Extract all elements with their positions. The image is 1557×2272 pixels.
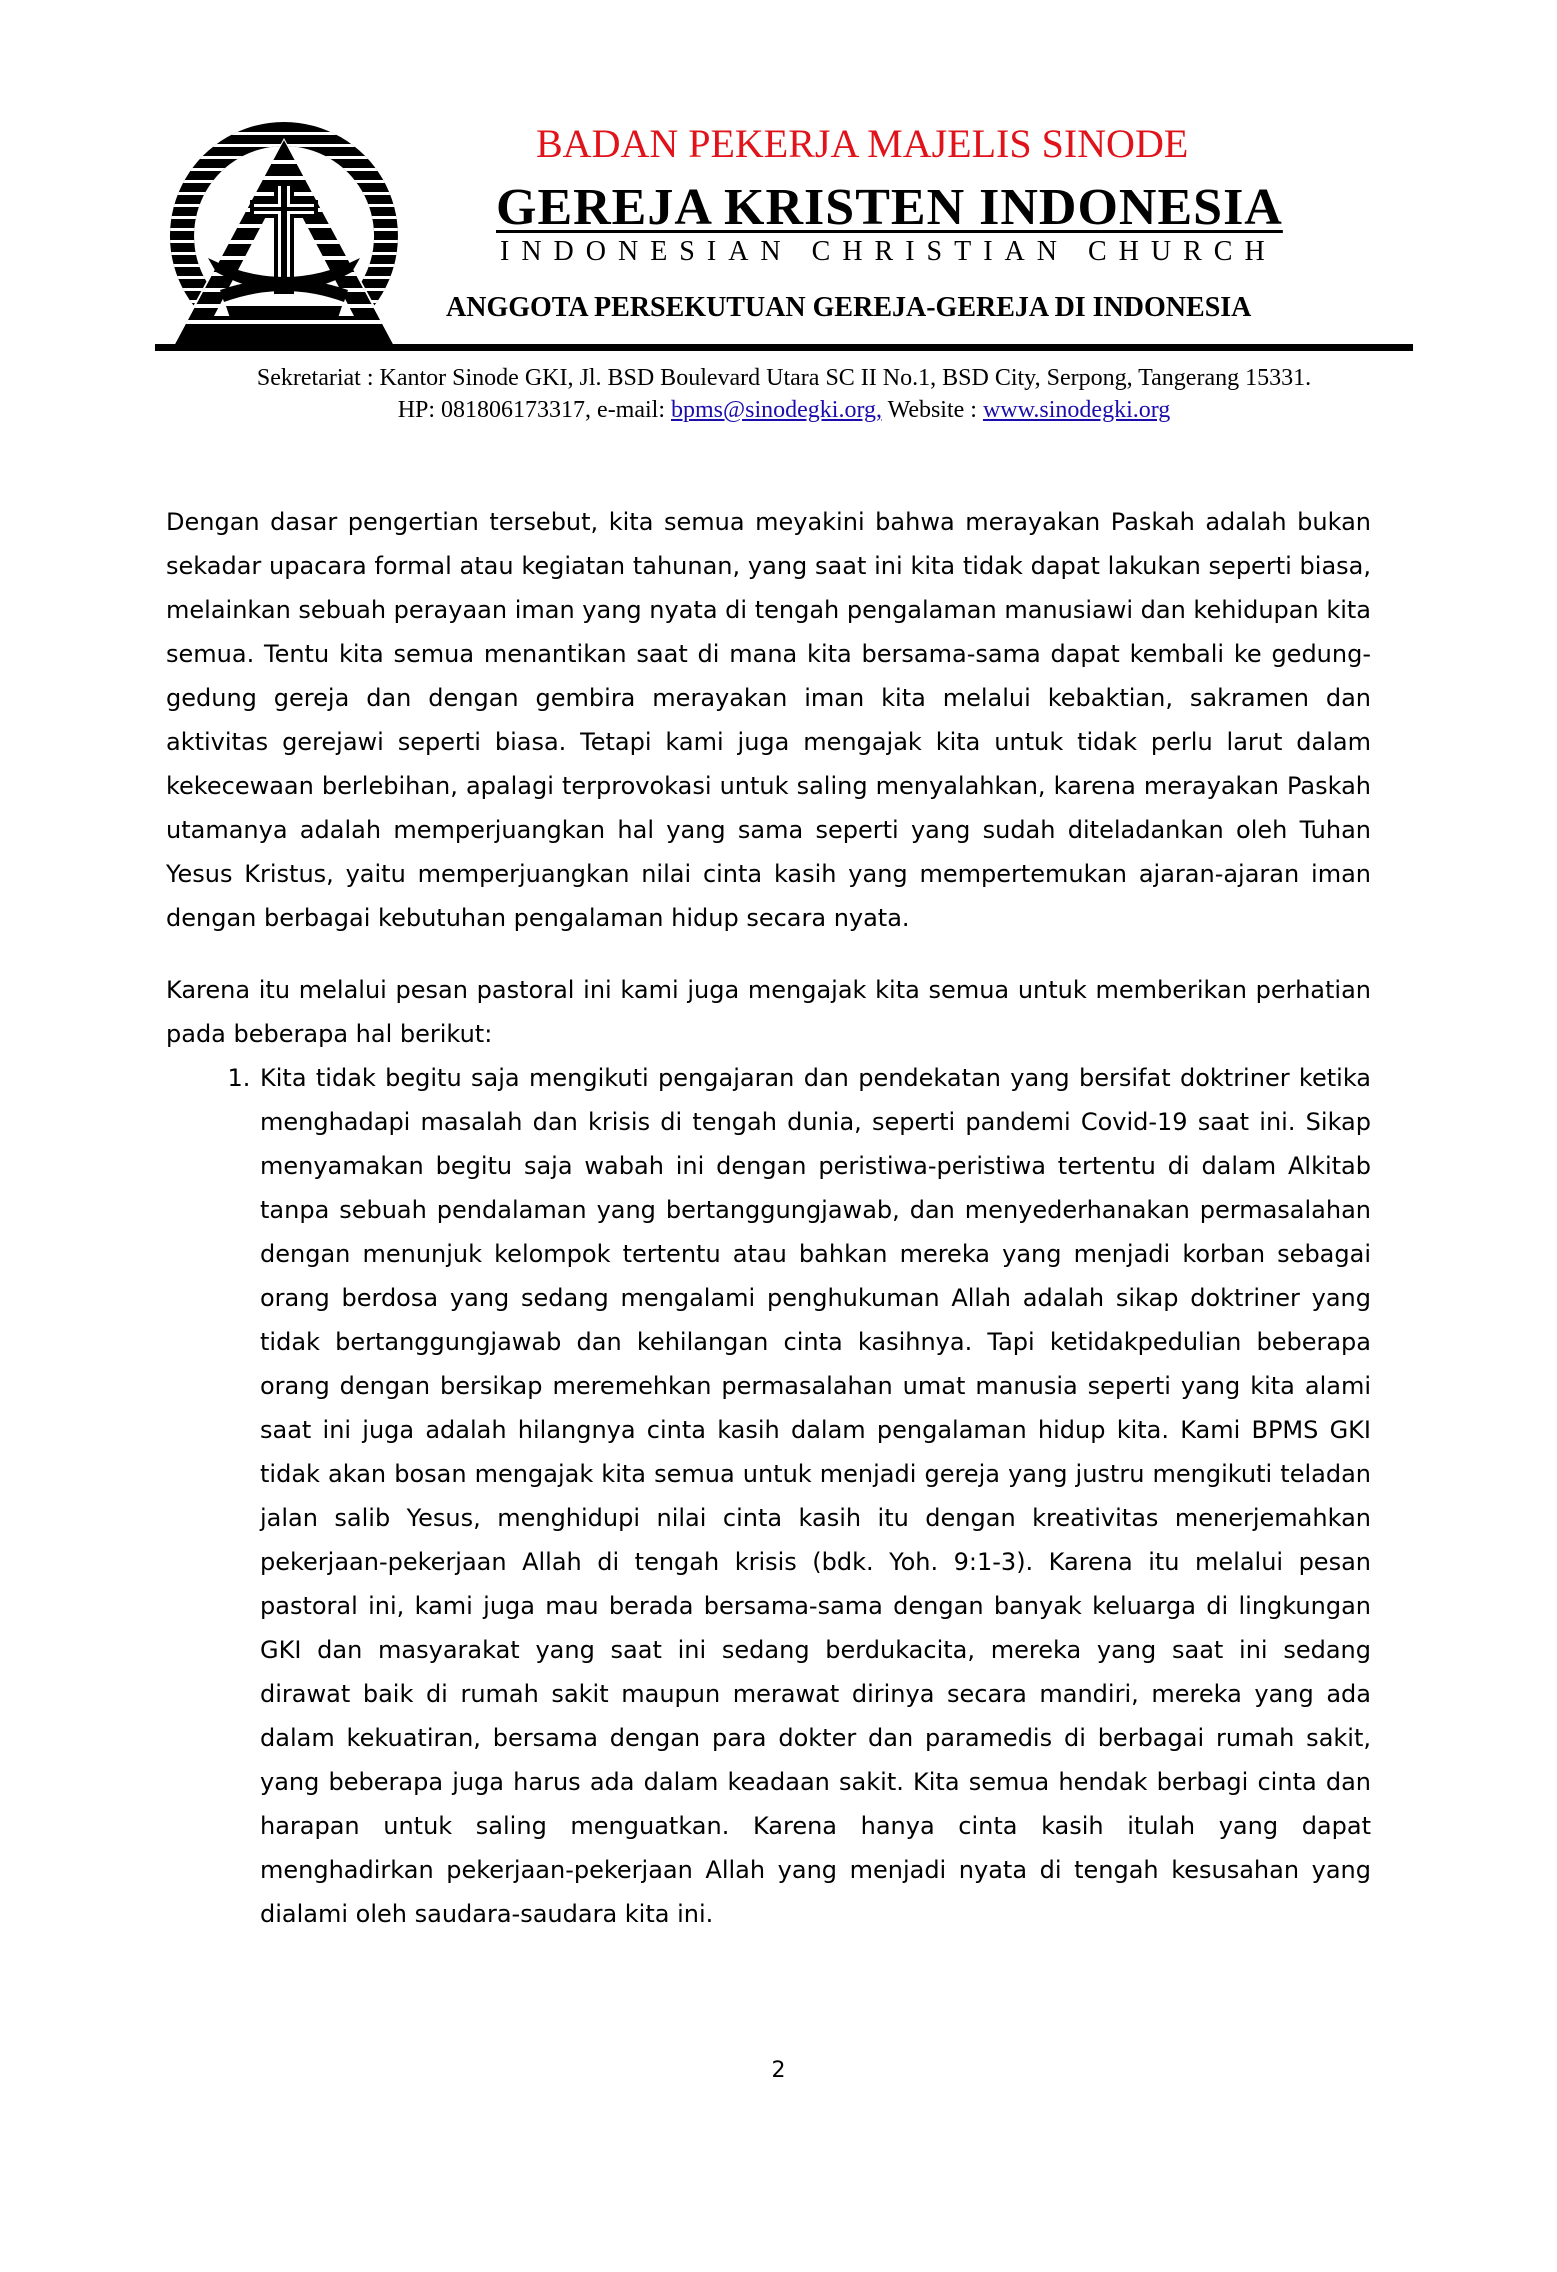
secretariat-address: Sekretariat : Kantor Sinode GKI, Jl. BSD Boulevard Utara SC II No.1, BSD City, Serpong, Tangerang 15331. — [256, 365, 1312, 391]
letterhead-council-name: BADAN PEKERJA MAJELIS SINODE — [536, 121, 1189, 166]
page-number: 2 — [771, 2058, 786, 2083]
email-link[interactable]: bpms@sinodegki.org, — [671, 397, 883, 423]
letterhead-contact — [155, 362, 1413, 426]
letterhead-church-name: GEREJA KRISTEN INDONESIA — [496, 179, 1283, 236]
gki-logo — [168, 120, 400, 352]
letterhead-divider — [155, 344, 1413, 351]
attention-list — [166, 1056, 1371, 1936]
paragraph-easter-meaning: Dengan dasar pengertian tersebut, kita semua meyakini bahwa merayakan Paskah adalah bukan sekadar upacara formal atau kegiatan tahunan, yang saat ini kita tidak dapat lakukan seperti biasa, melainkan sebuah perayaan iman yang nyata di tengah pengalaman manusiawi dan kehidupan kita semua. Tentu kita semua menantikan saat di mana kita bersama-sama dapat kembali ke gedung-gedung gereja dan dengan gembira merayakan iman kita melalui kebaktian, sakramen dan aktivitas gerejawi seperti biasa. Tetapi kami juga mengajak kita untuk tidak perlu larut dalam kekecewaan berlebihan, apalagi terprovokasi untuk saling menyalahkan, karena merayakan Paskah utamanya adalah memperjuangkan hal yang sama seperti yang sudah diteladankan oleh Tuhan Yesus Kristus, yaitu memperjuangkan nilai cinta kasih yang mempertemukan ajaran-ajaran iman dengan berbagai kebutuhan pengalaman hidup secara nyata. — [166, 508, 1372, 932]
phone-text: HP: 081806173317, e-mail: — [397, 397, 672, 423]
contact-line — [155, 394, 1413, 426]
paragraph-invitation: Karena itu melalui pesan pastoral ini kami juga mengajak kita semua untuk memberikan perhatian pada beberapa hal berikut: — [166, 976, 1371, 1048]
website-link[interactable]: www.sinodegki.org — [982, 397, 1171, 423]
letterhead-church-name-english: INDONESIAN CHRISTIAN CHURCH — [500, 236, 1277, 267]
website-label: Website : — [882, 397, 983, 423]
letterhead-membership: ANGGOTA PERSEKUTUAN GEREJA-GEREJA DI INDONESIA — [446, 292, 1252, 323]
letter-body — [166, 500, 1371, 1936]
list-item: 1. Kita tidak begitu saja mengikuti pengajaran dan pendekatan yang bersifat doktriner ketika menghadapi masalah dan krisis di tengah dunia, seperti pandemi Covid-19 saat ini. Sikap menyamakan begitu saja wabah ini dengan peristiwa-peristiwa tertentu di dalam Alkitab tanpa sebuah pendalaman yang bertanggungjawab, dan menyederhanakan permasalahan dengan menunjuk kelompok tertentu atau bahkan mereka yang menjadi korban sebagai orang berdosa yang sedang mengalami penghukuman Allah adalah sikap doktriner yang tidak bertanggungjawab dan kehilangan cinta kasihnya. Tapi ketidakpedulian beberapa orang dengan bersikap meremehkan permasalahan umat manusia seperti yang kita alami saat ini juga adalah hilangnya cinta kasih dalam pengalaman hidup kita. Kami BPMS GKI tidak akan bosan mengajak kita semua untuk menjadi gereja yang justru mengikuti teladan jalan salib Yesus, menghidupi nilai cinta kasih itu dengan kreativitas menerjemahkan pekerjaan-pekerjaan Allah di tengah krisis (bdk. Yoh. 9:1-3). Karena itu melalui pesan pastoral ini, kami juga mau berada bersama-sama dengan banyak keluarga di lingkungan GKI dan masyarakat yang saat ini sedang berdukacita, mereka yang saat ini sedang dirawat baik di rumah sakit maupun merawat dirinya secara mandiri, mereka yang ada dalam kekuatiran, bersama dengan para dokter dan paramedis di berbagai rumah sakit, yang beberapa juga harus ada dalam keadaan sakit. Kita semua hendak berbagi cinta dan harapan untuk saling menguatkan. Karena hanya cinta kasih itulah yang dapat menghadirkan pekerjaan-pekerjaan Allah yang menjadi nyata di tengah kesusahan yang dialami oleh saudara-saudara kita ini. — [258, 1056, 1371, 1936]
